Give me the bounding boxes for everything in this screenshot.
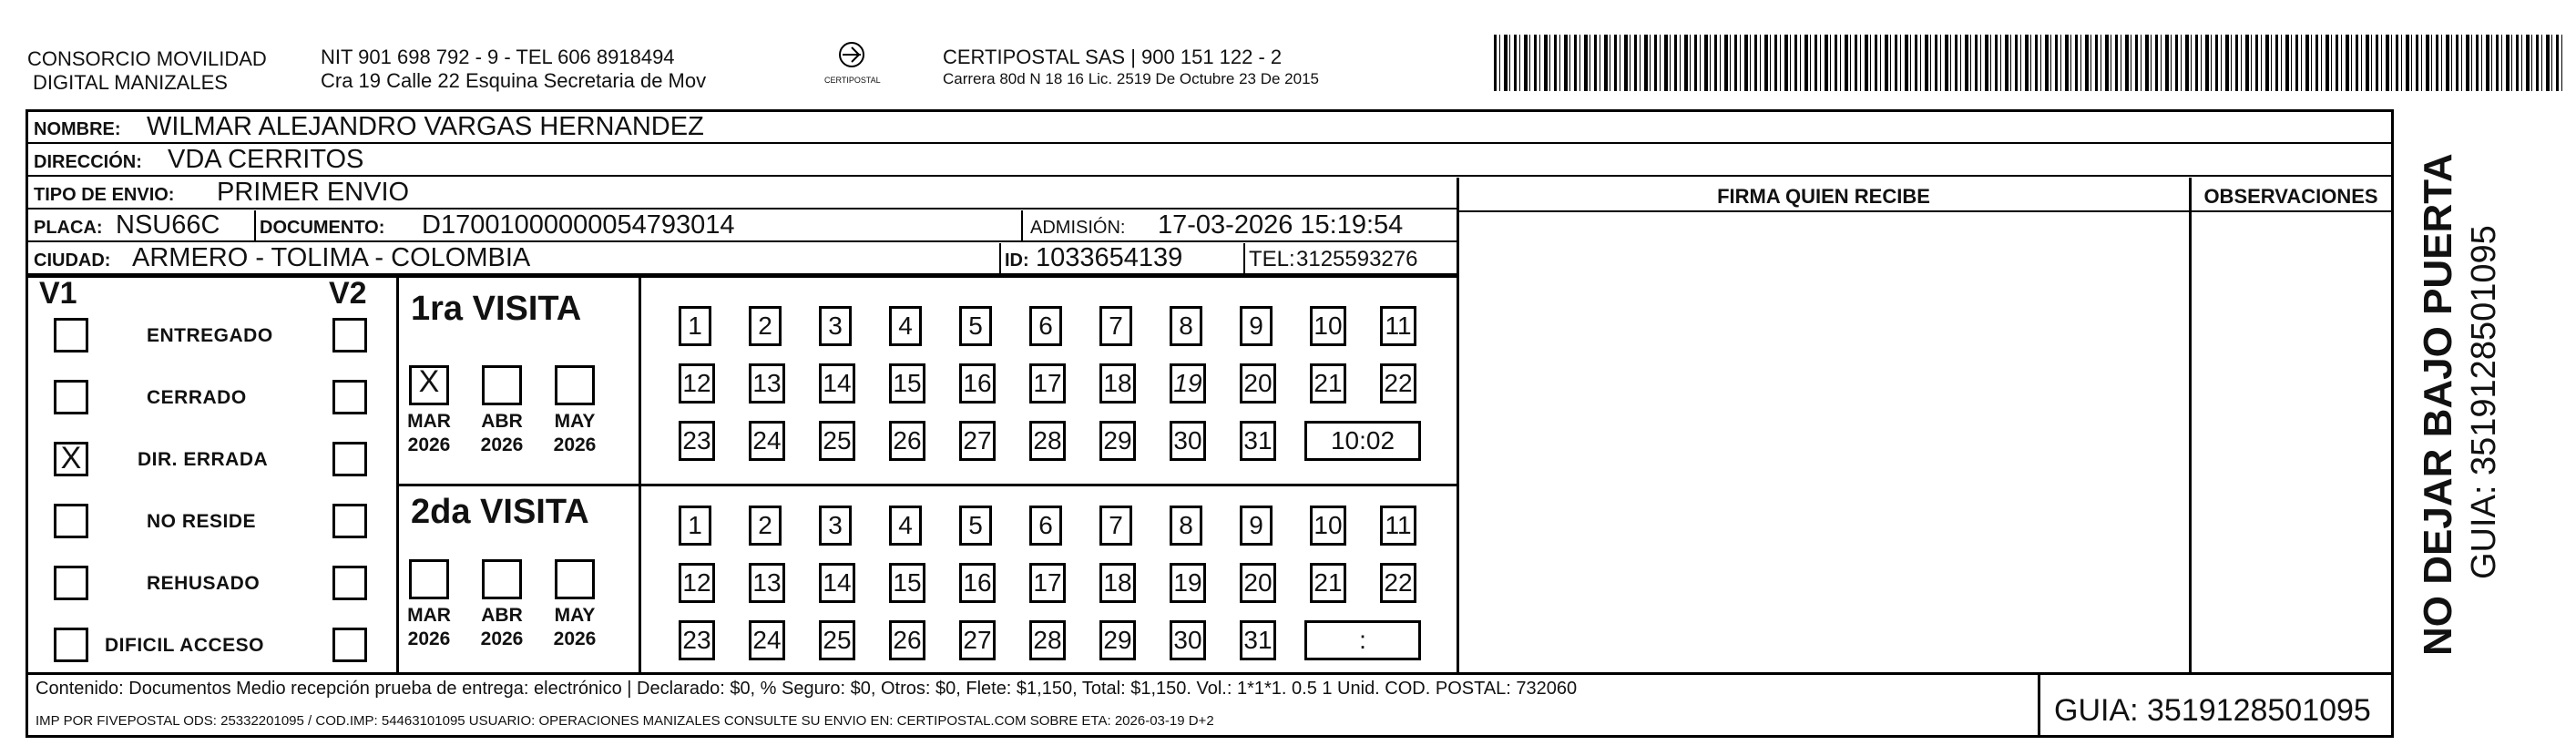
day-box-1[interactable]: 1 (679, 506, 711, 546)
tipo-row (28, 178, 1458, 209)
footer-imp: IMP POR FIVEPOSTAL ODS: 25332201095 / COD.IMP: 54463101095 USUARIO: OPERACIONES MANIZALES CONSULTE SU ENVIO EN: CERTIPOSTAL.COM SOBRE ETA: 2026-03-19 D+2 (36, 713, 1214, 729)
day-box-27[interactable]: 27 (959, 421, 996, 461)
time-box[interactable]: : (1304, 620, 1421, 660)
month-label: MAR (407, 411, 451, 432)
month-checkbox[interactable] (555, 365, 595, 405)
no-dejar-bajo-puerta: NO DEJAR BAJO PUERTA (2416, 153, 2460, 656)
admision-value: 17-03-2026 15:19:54 (1158, 210, 1404, 240)
status-option-label: NO RESIDE (147, 511, 257, 532)
v1-header: V1 (39, 276, 77, 311)
day-box-21[interactable]: 21 (1310, 363, 1346, 404)
day-box-31[interactable]: 31 (1240, 620, 1276, 660)
day-box-7[interactable]: 7 (1099, 306, 1132, 346)
direccion-label: DIRECCIÓN: (34, 152, 142, 172)
status-option-label: DIR. ERRADA (138, 449, 269, 470)
mark-x: X (60, 441, 82, 475)
v2-header: V2 (329, 276, 367, 311)
year-label: 2026 (407, 628, 451, 649)
day-box-15[interactable]: 15 (889, 363, 925, 404)
tipo-value: PRIMER ENVIO (217, 178, 410, 207)
id-label: ID: (1005, 250, 1029, 271)
year-label: 2026 (480, 434, 524, 455)
month-label: MAR (407, 605, 451, 626)
month-checkbox[interactable] (409, 365, 449, 405)
certipostal-logo (824, 40, 879, 85)
day-box-11[interactable]: 11 (1380, 306, 1416, 346)
day-box-22[interactable]: 22 (1380, 563, 1416, 603)
day-box-19[interactable]: 19 (1170, 563, 1206, 603)
logo-text: CERTIPOSTAL (824, 76, 881, 85)
tel-value: 3125593276 (1296, 247, 1418, 271)
day-box-5[interactable]: 5 (959, 506, 992, 546)
day-box-24[interactable]: 24 (749, 620, 785, 660)
day-box-29[interactable]: 29 (1099, 421, 1136, 461)
mark-x: X (418, 364, 440, 399)
day-box-26[interactable]: 26 (889, 620, 925, 660)
day-box-30[interactable]: 30 (1170, 421, 1206, 461)
visit2-title: 2da VISITA (411, 493, 589, 531)
status-v2-checkbox[interactable] (332, 442, 367, 476)
footer-guia: GUIA: 3519128501095 (2054, 693, 2371, 728)
status-v2-checkbox[interactable] (332, 380, 367, 414)
day-box-14[interactable]: 14 (819, 363, 855, 404)
tel-label: TEL: (1249, 247, 1295, 271)
day-box-9[interactable]: 9 (1240, 306, 1273, 346)
day-box-5[interactable]: 5 (959, 306, 992, 346)
day-box-8[interactable]: 8 (1170, 506, 1202, 546)
nombre-label: NOMBRE: (34, 119, 121, 139)
day-box-16[interactable]: 16 (959, 363, 996, 404)
direccion-value: VDA CERRITOS (168, 145, 364, 174)
time-box[interactable]: 10:02 (1304, 421, 1421, 461)
admision-label: ADMISIÓN: (1030, 218, 1126, 238)
placa-label: PLACA: (34, 218, 103, 238)
day-box-6[interactable]: 6 (1029, 306, 1062, 346)
day-box-11[interactable]: 11 (1380, 506, 1416, 546)
nit-block (321, 46, 706, 93)
day-box-19[interactable]: 19 (1170, 363, 1206, 404)
barcode (1494, 35, 2564, 91)
day-box-23[interactable]: 23 (679, 620, 715, 660)
certi-line1: CERTIPOSTAL SAS | 900 151 122 - 2 (943, 46, 1283, 68)
visit1-title: 1ra VISITA (411, 290, 582, 328)
year-label: 2026 (407, 434, 451, 455)
documento-value: D17001000000054793014 (422, 210, 735, 240)
placa-row (28, 210, 1458, 242)
placa-value: NSU66C (116, 210, 220, 240)
company-line2: DIGITAL MANIZALES (33, 71, 228, 94)
status-option-label: CERRADO (147, 387, 247, 408)
day-box-4[interactable]: 4 (889, 506, 922, 546)
status-v1-checkbox[interactable] (54, 442, 88, 476)
status-v2-checkbox[interactable] (332, 628, 367, 662)
direccion-row (28, 145, 2391, 177)
year-label: 2026 (480, 628, 524, 649)
status-v2-checkbox[interactable] (332, 318, 367, 352)
day-box-20[interactable]: 20 (1240, 563, 1276, 603)
day-box-30[interactable]: 30 (1170, 620, 1206, 660)
day-box-6[interactable]: 6 (1029, 506, 1062, 546)
day-box-16[interactable]: 16 (959, 563, 996, 603)
company-line1: CONSORCIO MOVILIDAD (27, 47, 267, 70)
day-box-8[interactable]: 8 (1170, 306, 1202, 346)
day-box-24[interactable]: 24 (749, 421, 785, 461)
day-box-28[interactable]: 28 (1029, 620, 1066, 660)
day-box-14[interactable]: 14 (819, 563, 855, 603)
firma-header: FIRMA QUIEN RECIBE (1717, 185, 1930, 208)
day-box-25[interactable]: 25 (819, 421, 855, 461)
day-box-31[interactable]: 31 (1240, 421, 1276, 461)
month-label: ABR (481, 605, 523, 626)
month-checkbox[interactable] (409, 559, 449, 599)
day-box-1[interactable]: 1 (679, 306, 711, 346)
ciudad-label: CIUDAD: (34, 250, 111, 271)
day-box-17[interactable]: 17 (1029, 363, 1066, 404)
year-label: 2026 (553, 434, 597, 455)
status-v1-checkbox[interactable] (54, 504, 88, 538)
documento-label: DOCUMENTO: (260, 218, 385, 238)
day-box-7[interactable]: 7 (1099, 506, 1132, 546)
day-box-18[interactable]: 18 (1099, 563, 1136, 603)
signature-area[interactable] (1460, 214, 2187, 671)
month-checkbox[interactable] (555, 559, 595, 599)
status-option-label: REHUSADO (147, 573, 261, 594)
month-label: MAY (554, 605, 596, 626)
day-box-29[interactable]: 29 (1099, 620, 1136, 660)
company-name (27, 47, 267, 95)
day-box-13[interactable]: 13 (749, 363, 785, 404)
day-box-12[interactable]: 12 (679, 363, 715, 404)
day-box-27[interactable]: 27 (959, 620, 996, 660)
shipping-form (26, 109, 2394, 738)
nombre-value: WILMAR ALEJANDRO VARGAS HERNANDEZ (147, 112, 704, 141)
day-box-2[interactable]: 2 (749, 306, 782, 346)
day-box-3[interactable]: 3 (819, 506, 852, 546)
nit-line2: Cra 19 Calle 22 Esquina Secretaria de Mov (321, 69, 707, 92)
tipo-label: TIPO DE ENVIO: (34, 185, 175, 205)
day-box-22[interactable]: 22 (1380, 363, 1416, 404)
day-box-4[interactable]: 4 (889, 306, 922, 346)
month-label: MAY (554, 411, 596, 432)
day-box-25[interactable]: 25 (819, 620, 855, 660)
id-value: 1033654139 (1036, 243, 1183, 272)
status-option-label: ENTREGADO (147, 325, 273, 346)
day-box-2[interactable]: 2 (749, 506, 782, 546)
observaciones-header: OBSERVACIONES (2203, 185, 2378, 208)
day-box-3[interactable]: 3 (819, 306, 852, 346)
status-v1-checkbox[interactable] (54, 566, 88, 600)
day-box-9[interactable]: 9 (1240, 506, 1273, 546)
day-box-26[interactable]: 26 (889, 421, 925, 461)
day-box-21[interactable]: 21 (1310, 563, 1346, 603)
day-box-13[interactable]: 13 (749, 563, 785, 603)
ciudad-row (28, 243, 1458, 275)
side-guia: GUIA: 3519128501095 (2465, 225, 2503, 579)
certi-line2: Carrera 80d N 18 16 Lic. 2519 De Octubre 23 De 2015 (943, 70, 1319, 87)
status-v2-checkbox[interactable] (332, 504, 367, 538)
day-box-20[interactable]: 20 (1240, 363, 1276, 404)
day-box-28[interactable]: 28 (1029, 421, 1066, 461)
nit-line1: NIT 901 698 792 - 9 - TEL 606 8918494 (321, 46, 675, 68)
day-box-10[interactable]: 10 (1310, 306, 1346, 346)
day-box-10[interactable]: 10 (1310, 506, 1346, 546)
day-box-15[interactable]: 15 (889, 563, 925, 603)
day-box-23[interactable]: 23 (679, 421, 715, 461)
day-box-17[interactable]: 17 (1029, 563, 1066, 603)
day-box-18[interactable]: 18 (1099, 363, 1136, 404)
day-box-12[interactable]: 12 (679, 563, 715, 603)
logo-icon (833, 40, 870, 71)
month-checkbox[interactable] (482, 559, 522, 599)
month-label: ABR (481, 411, 523, 432)
status-v1-checkbox[interactable] (54, 318, 88, 352)
nombre-row (28, 112, 2391, 144)
year-label: 2026 (553, 628, 597, 649)
status-v1-checkbox[interactable] (54, 628, 88, 662)
status-v2-checkbox[interactable] (332, 566, 367, 600)
status-v1-checkbox[interactable] (54, 380, 88, 414)
observaciones-area[interactable] (2193, 214, 2389, 671)
month-checkbox[interactable] (482, 365, 522, 405)
ciudad-value: ARMERO - TOLIMA - COLOMBIA (132, 243, 531, 272)
footer-content: Contenido: Documentos Medio recepción prueba de entrega: electrónico | Declarado: $0, % Seguro: $0, Otros: $0, Flete: $1,150, Total: $1,150. Vol.: 1*1*1. 0.5 1 Unid. COD. POSTAL: 732060 (36, 679, 1578, 699)
status-option-label: DIFICIL ACCESO (105, 635, 265, 656)
certipostal-block (943, 46, 1319, 89)
